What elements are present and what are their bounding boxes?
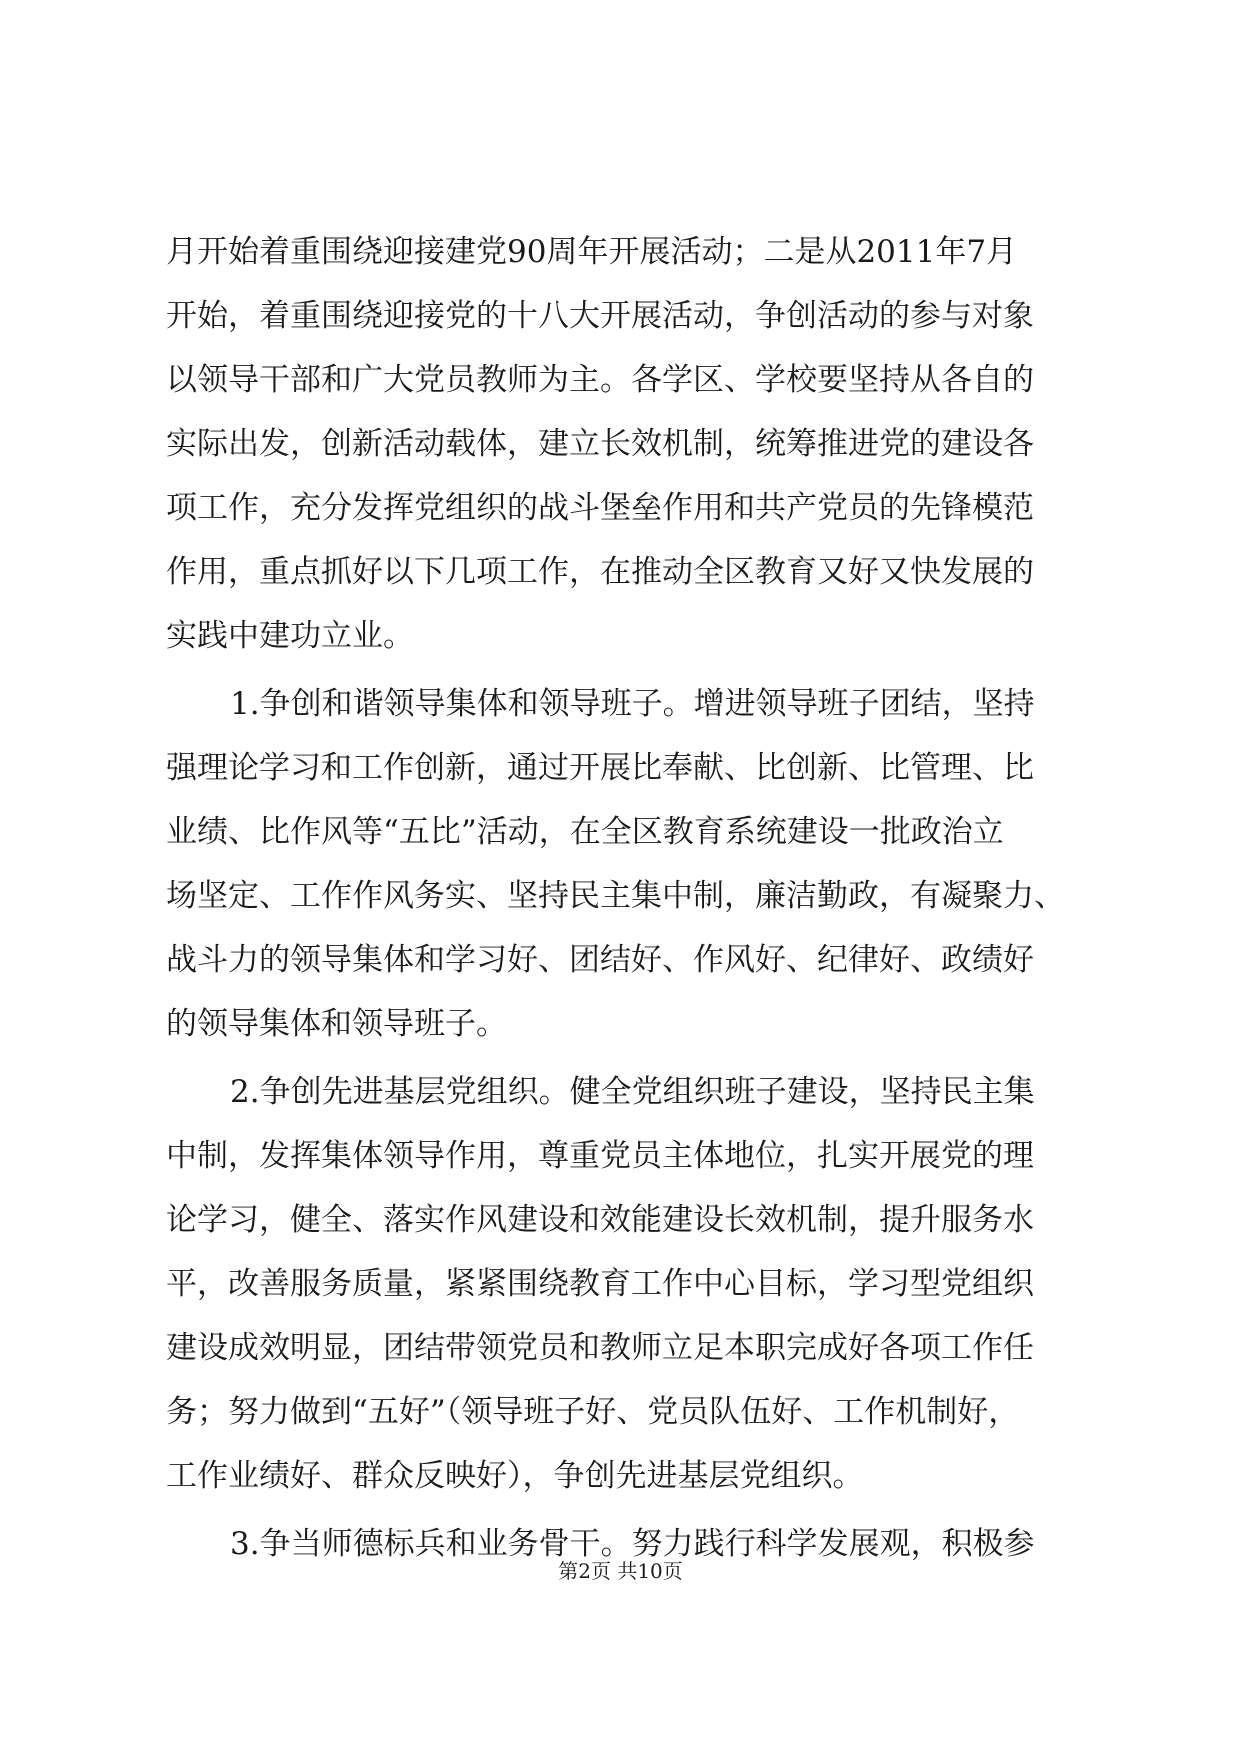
text-line: 实际出发，创新活动载体，建立长效机制，统筹推进党的建设各 xyxy=(166,426,1034,462)
text-line: 中制，发挥集体领导作用，尊重党员主体地位，扎实开展党的理 xyxy=(166,1138,1034,1174)
text-line: 业绩、比作风等“五比”活动，在全区教育系统建设一批政治立 xyxy=(166,814,1004,850)
text-line: 的领导集体和领导班子。 xyxy=(166,1006,507,1042)
paragraph-2-start: 2.争创先进基层党组织。健全党组织班子建设，坚持民主集 xyxy=(230,1074,1035,1110)
paragraph-3-start: 3.争当师德标兵和业务骨干。努力践行科学发展观，积极参 xyxy=(230,1526,1035,1562)
text-line: 务；努力做到“五好”（领导班子好、党员队伍好、工作机制好， xyxy=(166,1394,1020,1430)
text-line: 建设成效明显，团结带领党员和教师立足本职完成好各项工作任 xyxy=(166,1330,1034,1366)
paragraph-1-start: 1.争创和谐领导集体和领导班子。增进领导班子团结，坚持 xyxy=(230,686,1035,722)
document-body xyxy=(166,220,1081,1576)
text-line: 战斗力的领导集体和学习好、团结好、作风好、纪律好、政绩好 xyxy=(166,942,1034,978)
text-line: 平，改善服务质量，紧紧围绕教育工作中心目标，学习型党组织 xyxy=(166,1266,1034,1302)
text-line: 开始，着重围绕迎接党的十八大开展活动，争创活动的参与对象 xyxy=(166,298,1034,334)
text-line: 实践中建功立业。 xyxy=(166,618,414,654)
text-line: 工作业绩好、群众反映好），争创先进基层党组织。 xyxy=(166,1458,864,1494)
text-line: 场坚定、工作作风务实、坚持民主集中制，廉洁勤政，有凝聚力、 xyxy=(166,878,1065,914)
page-number-footer: 第2页 共10页 xyxy=(558,1559,683,1583)
text-line: 项工作，充分发挥党组织的战斗堡垒作用和共产党员的先锋模范 xyxy=(166,490,1034,526)
text-line: 以领导干部和广大党员教师为主。各学区、学校要坚持从各自的 xyxy=(166,362,1034,398)
text-line: 论学习，健全、落实作风建设和效能建设长效机制，提升服务水 xyxy=(166,1202,1034,1238)
text-line: 强理论学习和工作创新，通过开展比奉献、比创新、比管理、比 xyxy=(166,750,1034,786)
text-line: 月开始着重围绕迎接建党90周年开展活动；二是从2011年7月 xyxy=(166,234,1018,270)
text-line: 作用，重点抓好以下几项工作，在推动全区教育又好又快发展的 xyxy=(166,554,1034,590)
